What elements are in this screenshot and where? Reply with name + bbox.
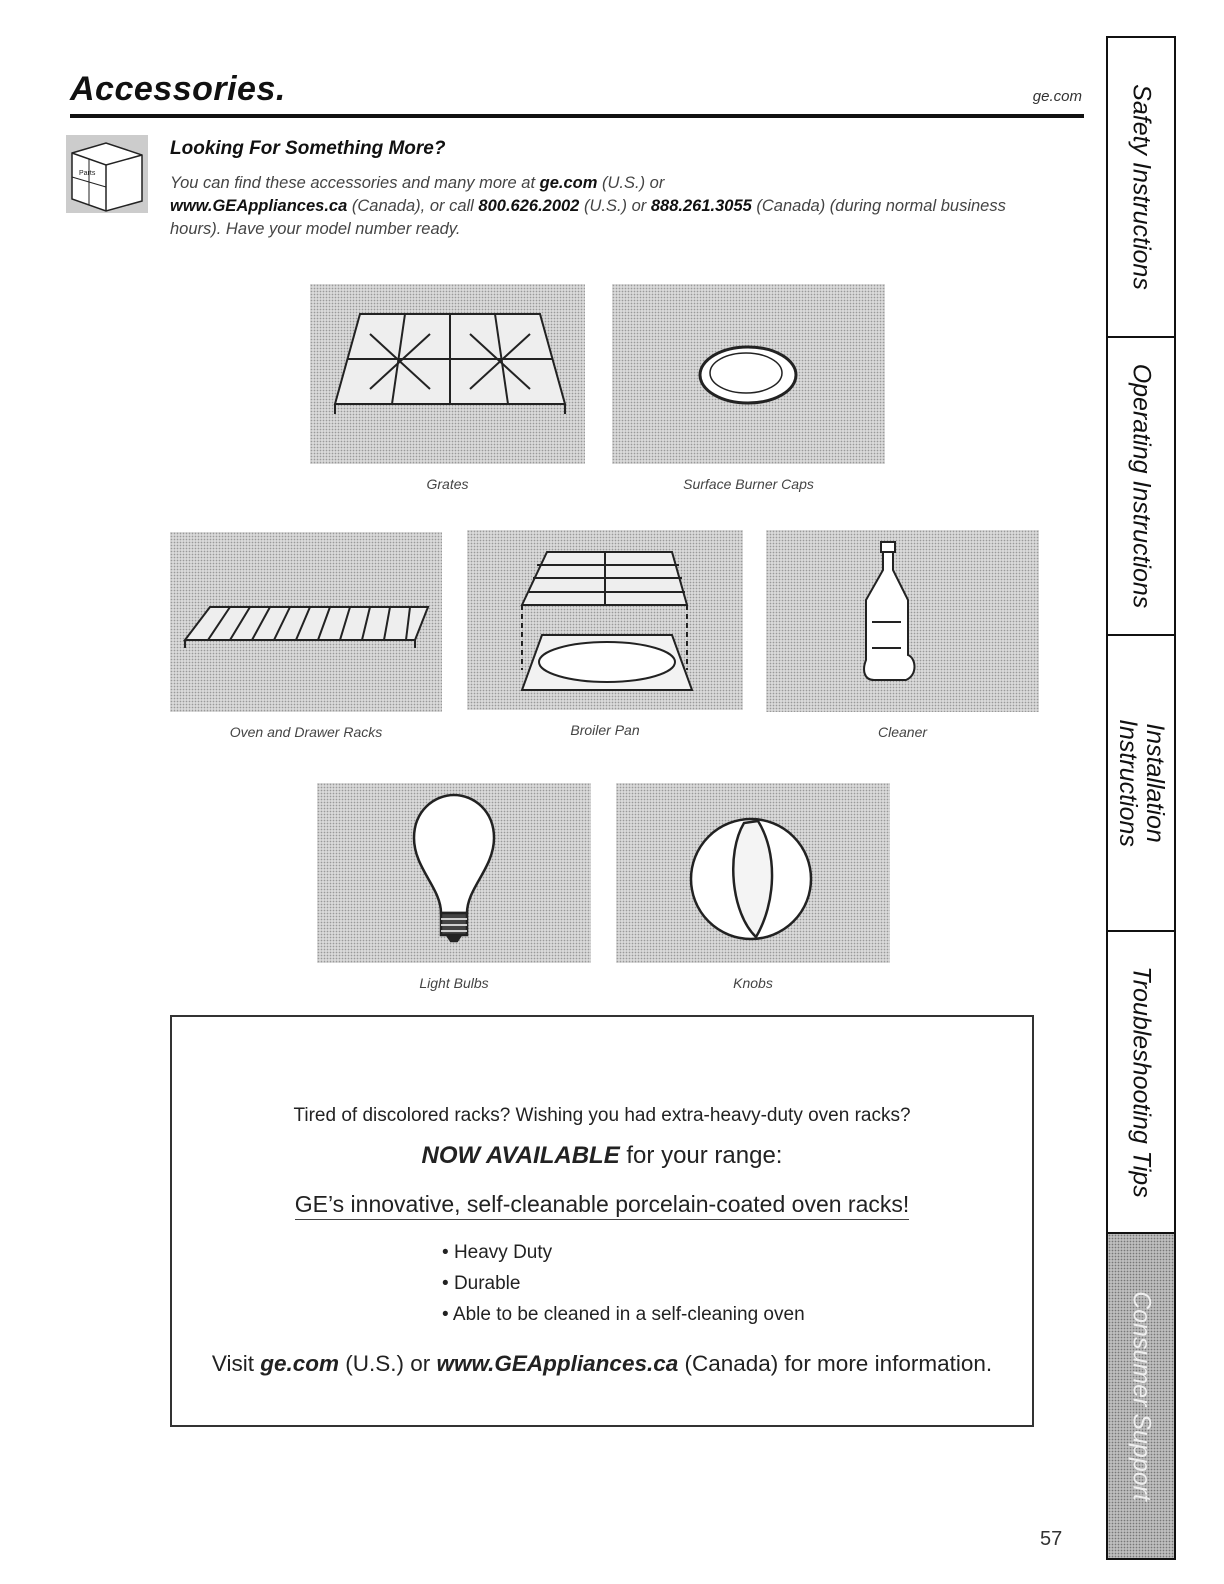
promo-benefits-list <box>442 1237 805 1330</box>
parts-box-icon <box>66 135 148 213</box>
promo-ge-canada-link[interactable]: www.GEAppliances.ca <box>436 1351 679 1376</box>
list-item: • Able to be cleaned in a self-cleaning oven <box>442 1299 805 1330</box>
header-rule <box>70 114 1084 118</box>
tab-safety-instructions[interactable]: Safety Instructions <box>1108 38 1174 338</box>
grates-caption: Grates <box>426 476 469 492</box>
phone-us: 800.626.2002 <box>478 197 580 215</box>
ge-link[interactable]: ge.com <box>539 174 598 192</box>
list-item: • Durable <box>442 1268 805 1299</box>
ge-canada-link[interactable]: www.GEAppliances.ca <box>170 197 348 215</box>
broiler-pan-caption: Broiler Pan <box>570 722 640 738</box>
burner-caps-caption: Surface Burner Caps <box>683 476 814 492</box>
promo-ge-link[interactable]: ge.com <box>260 1351 339 1376</box>
tab-installation-instructions[interactable]: Installation Instructions <box>1108 636 1174 932</box>
intro-heading: Looking For Something More? <box>170 138 446 159</box>
intro-text: You can find these accessories and many more at ge.com (U.S.) or www.GEAppliances.ca (Canada), or call 800.626.2002 (U.S.) or 888.261.3055 (Canada) (during normal business hours). Have your model number ready. <box>170 174 1006 238</box>
light-bulbs-image <box>317 783 591 963</box>
list-item: • Heavy Duty <box>442 1237 805 1268</box>
broiler-pan-image <box>467 530 743 710</box>
tab-operating-instructions[interactable]: Operating Instructions <box>1108 338 1174 636</box>
site-label: ge.com <box>1032 88 1082 105</box>
tab-consumer-support[interactable]: Consumer Support <box>1108 1234 1174 1558</box>
promo-visit: Visit ge.com (U.S.) or www.GEAppliances.ca (Canada) for more information. <box>211 1351 993 1376</box>
page-title: Accessories. <box>70 70 286 108</box>
grates-image <box>310 284 585 464</box>
light-bulbs-caption: Light Bulbs <box>419 975 489 991</box>
burner-caps-image <box>612 284 885 464</box>
promo-question: Tired of discolored racks? Wishing you had extra-heavy-duty oven racks? <box>293 1105 911 1126</box>
cleaner-caption: Cleaner <box>877 724 928 740</box>
knobs-caption: Knobs <box>733 975 773 991</box>
svg-text:Parts: Parts <box>79 170 96 177</box>
cleaner-image <box>766 530 1039 712</box>
page-number: 57 <box>1040 1528 1063 1550</box>
porcelain-racks-promo <box>170 1015 1034 1427</box>
promo-headline: GE’s innovative, self-cleanable porcelain-coated oven racks! <box>172 1191 1032 1218</box>
knobs-image <box>616 783 890 963</box>
racks-image <box>170 532 442 712</box>
section-tabs <box>1106 36 1176 1560</box>
tab-troubleshooting-tips[interactable]: Troubleshooting Tips <box>1108 932 1174 1234</box>
promo-now-available: NOW AVAILABLE for your range: <box>421 1142 783 1169</box>
racks-caption: Oven and Drawer Racks <box>229 724 383 740</box>
phone-canada: 888.261.3055 <box>650 197 752 215</box>
